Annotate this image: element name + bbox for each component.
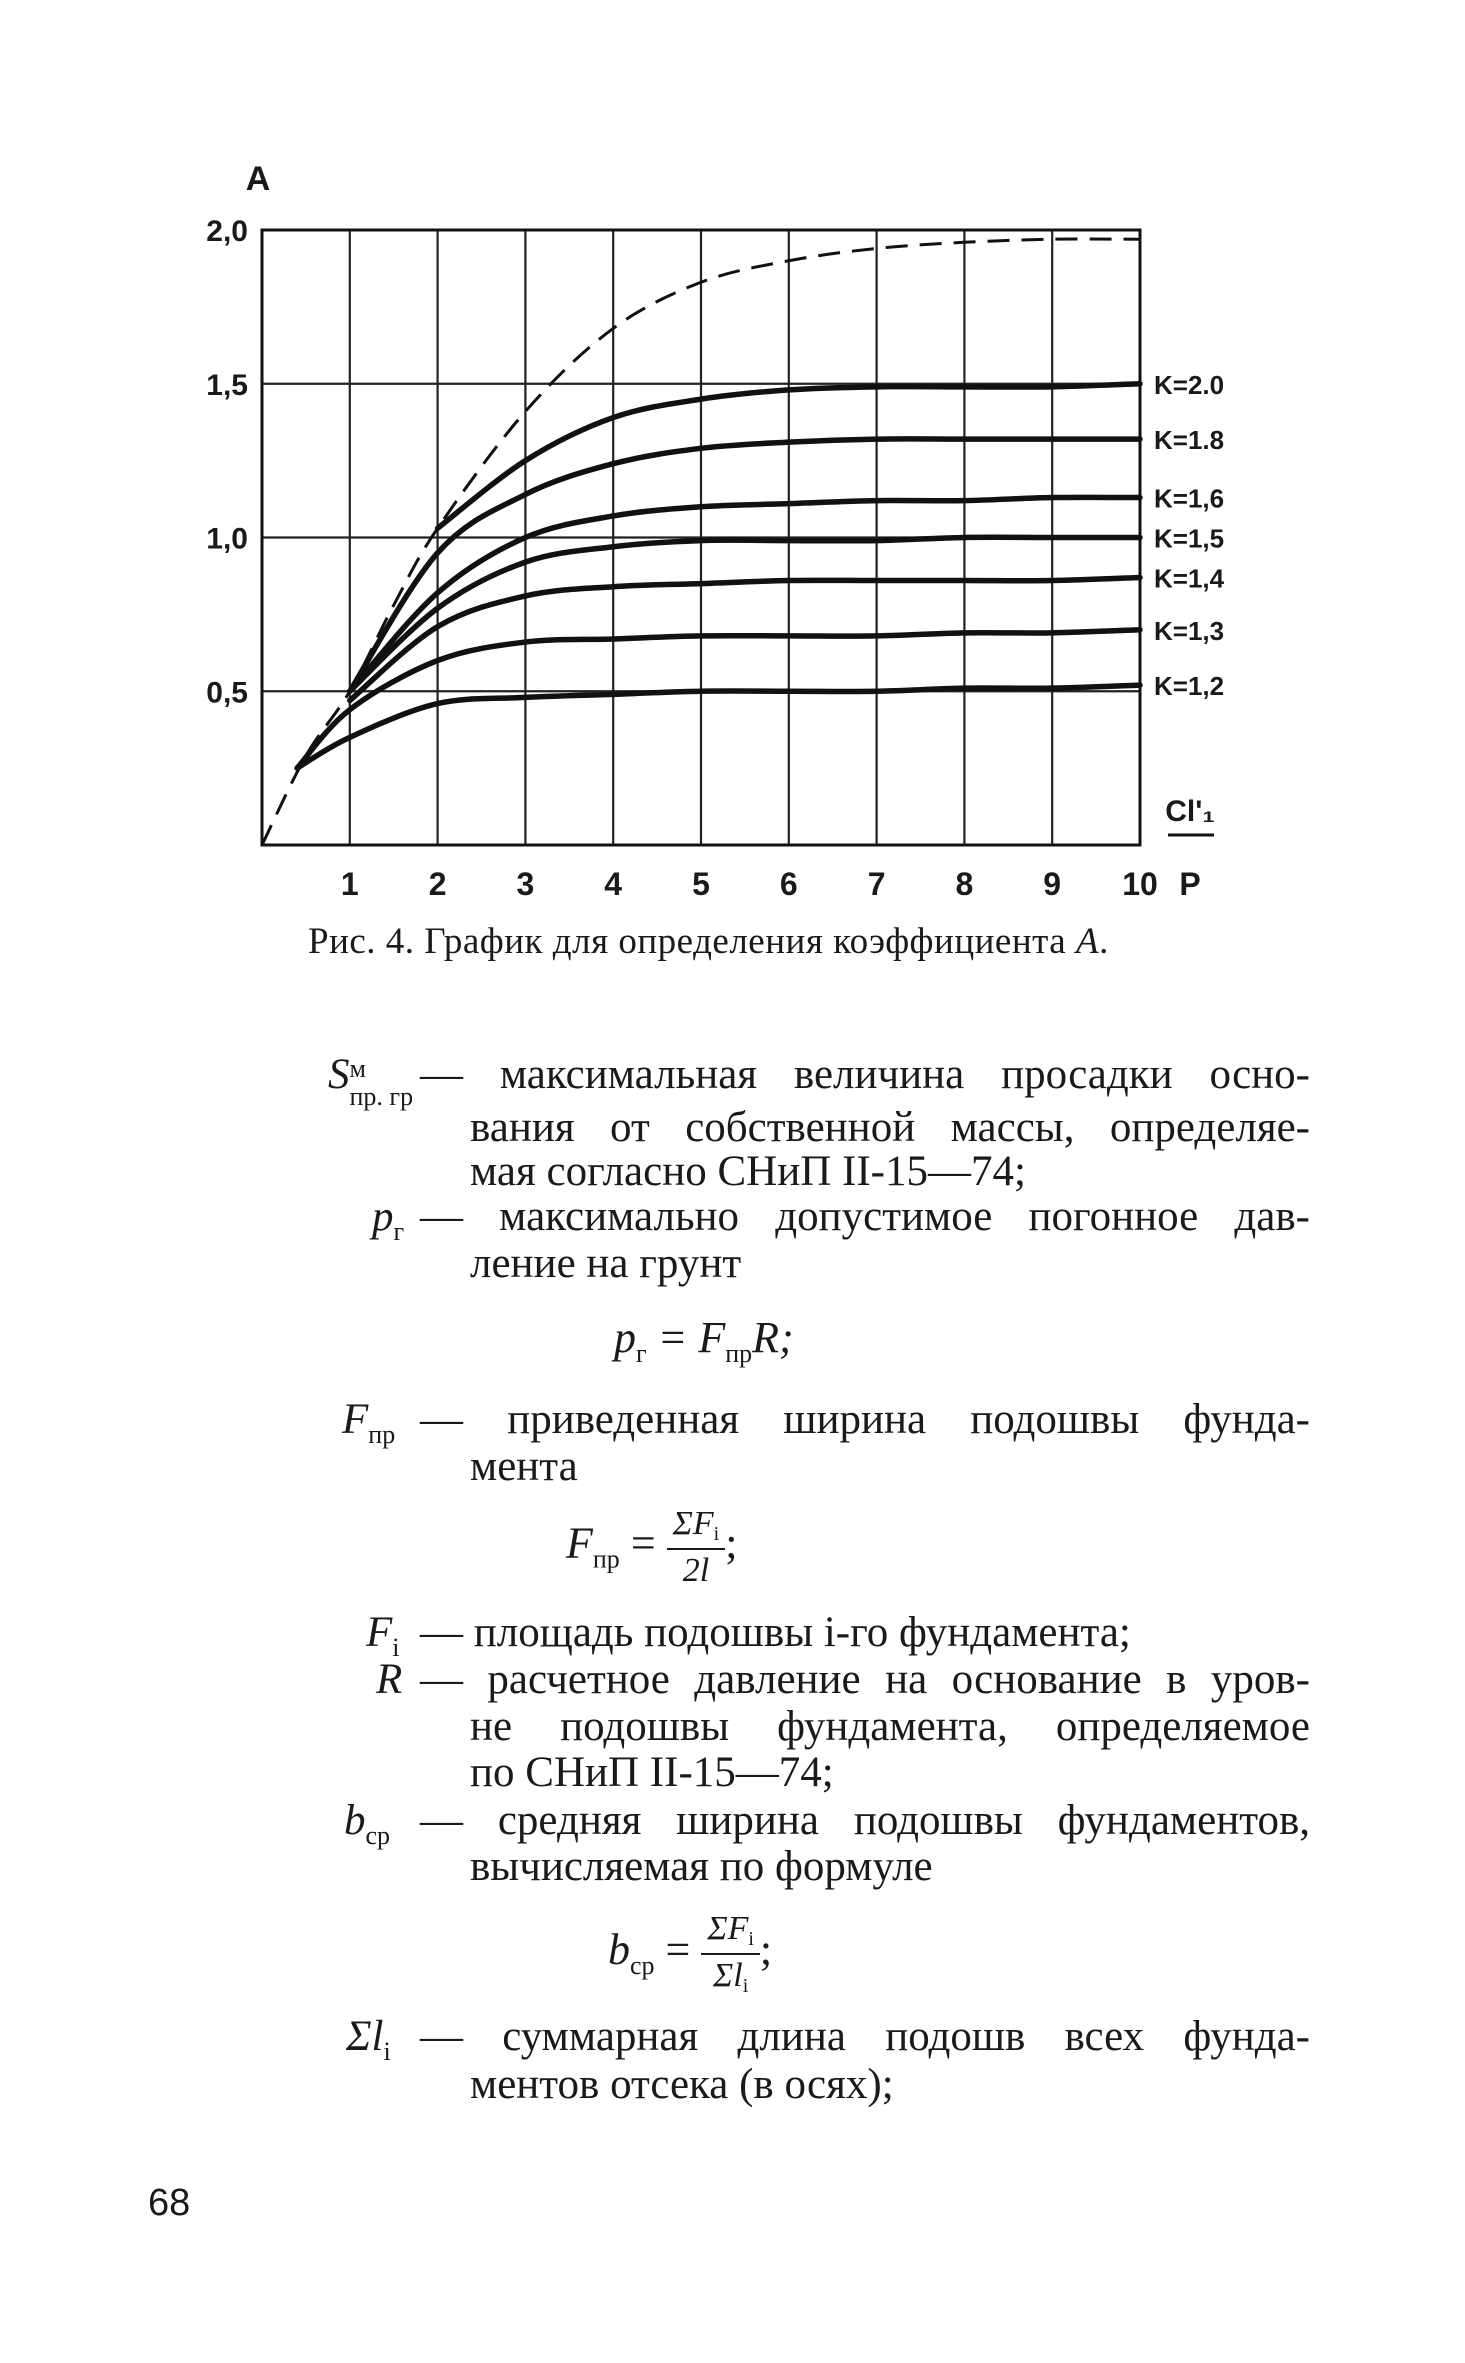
f2-tail: ; [725, 1518, 738, 1568]
x-tick-label-7: 7 [867, 866, 886, 902]
definition-r-term [376, 1655, 402, 1704]
curve-label-K=1,8: K=1.8 [1154, 425, 1225, 456]
f2-lhs: F [566, 1518, 593, 1568]
p-subscript: г [393, 1217, 405, 1246]
formula-b-sr [608, 1910, 772, 1998]
f2-lhs-sub: пр [592, 1544, 620, 1574]
f3-num-sub: i [748, 1928, 754, 1950]
curve-label-K=1,3: K=1,3 [1154, 615, 1225, 646]
s-line2-text: вания от собственной массы, определяе- [470, 1104, 1310, 1151]
definition-b-term [344, 1796, 390, 1860]
f3-tail: ; [759, 1925, 773, 1975]
x-tick-label-4: 4 [604, 866, 623, 902]
f-line1-text: — приведенная ширина подошвы фунда- [420, 1396, 1310, 1443]
curve-label-K=1,5: K=1,5 [1154, 523, 1225, 554]
definition-r-line3: по СНиП II-15—74; [470, 1749, 834, 1796]
f-subscript: пр [368, 1420, 396, 1449]
definition-s-term [328, 1050, 422, 1111]
s-line1-text: — максимальная величина просадки осно- [420, 1051, 1310, 1098]
formula-f-pr [566, 1505, 737, 1590]
x-tick-label-3: 3 [516, 866, 535, 902]
y-tick-label-0,5: 0,5 [206, 676, 248, 710]
y-tick-label-1,5: 1,5 [206, 368, 248, 402]
definition-sum-line2: ментов отсека (в осях); [470, 2061, 894, 2108]
definition-p-term [372, 1192, 404, 1256]
definition-b-line2: вычисляемая по формуле [470, 1843, 933, 1890]
definition-sum-line1 [420, 2012, 1310, 2061]
sum-subscript: i [383, 2037, 391, 2066]
r-line1-text: — расчетное давление на основание в уров- [420, 1656, 1310, 1703]
curve-label-K=1,2: K=1,2 [1154, 671, 1225, 702]
curve-K=1,3 [297, 630, 1140, 768]
definition-s-line2 [470, 1103, 1310, 1152]
f1-tail: R; [752, 1313, 794, 1362]
f2-denominator: 2l [682, 1552, 710, 1589]
b-line1-text: — средняя ширина подошвы фундаментов, [420, 1797, 1310, 1844]
caption-symbol: A [1075, 921, 1100, 962]
f3-denominator [701, 1955, 760, 1998]
x-tick-label-2: 2 [428, 866, 447, 902]
coefficient-a-chart [0, 0, 1465, 920]
caption-prefix: Рис. 4. График для определения коэффициента [308, 921, 1076, 962]
r-symbol: R [376, 1656, 403, 1703]
f3-num-text: ΣF [707, 1910, 749, 1947]
definition-p-line1 [420, 1192, 1310, 1241]
y-axis-label: A [245, 160, 271, 198]
p-line1-text: — максимально допустимое погонное дав- [420, 1193, 1310, 1240]
x-tick-label-1: 1 [340, 866, 359, 902]
y-tick-label-1,0: 1,0 [206, 522, 248, 556]
definition-p-line2: ление на грунт [470, 1240, 742, 1287]
figure-caption [308, 920, 1109, 963]
page-number: 68 [148, 2182, 191, 2224]
x-tick-label-10: 10 [1122, 866, 1158, 902]
x-tick-label-6: 6 [779, 866, 798, 902]
y-tick-label-2,0: 2,0 [206, 215, 248, 248]
curve-label-K=2,0: K=2.0 [1154, 369, 1225, 400]
f2-num-sub: i [713, 1523, 720, 1545]
f2-num-text: ΣF [672, 1505, 714, 1542]
f2-eq: = [619, 1518, 667, 1568]
x-axis-label-bottom: P [1179, 866, 1201, 902]
curve-label-K=1,6: K=1,6 [1154, 483, 1225, 514]
f3-eq: = [654, 1925, 702, 1975]
definition-f-term [342, 1395, 395, 1459]
b-symbol: b [344, 1797, 366, 1844]
definition-s-line1 [420, 1050, 1310, 1099]
s-superscript: м [349, 1054, 366, 1083]
f3-den-sub: i [742, 1975, 749, 1997]
definition-r-line1 [420, 1655, 1310, 1704]
f3-numerator [701, 1910, 760, 1955]
curve-K=1,4 [350, 577, 1140, 700]
s-symbol: S [328, 1051, 350, 1098]
definition-sum-term [346, 2012, 391, 2076]
p-symbol: p [372, 1193, 394, 1240]
f1-rhs-sub: пр [725, 1339, 753, 1368]
chart-labels [206, 160, 1224, 902]
sum-line1-text: — суммарная длина подошв всех фунда- [420, 2013, 1310, 2060]
s-subscript: пр. гр [349, 1082, 414, 1111]
definition-s-line3: мая согласно СНиП II-15—74; [470, 1148, 1026, 1195]
f2-numerator [667, 1505, 726, 1550]
f-symbol: F [342, 1396, 369, 1443]
f1-lhs: p [614, 1313, 636, 1362]
formula-p-r [614, 1312, 794, 1369]
f3-den-text: Σl [713, 1957, 743, 1994]
definition-f-line2: мента [470, 1443, 578, 1490]
r-line2-text: не подошвы фундамента, определяемое [470, 1703, 1310, 1750]
x-tick-label-9: 9 [1043, 866, 1062, 902]
x-axis-label-top: Cl'₁ [1165, 795, 1215, 828]
curve-K=1,2 [297, 685, 1140, 768]
definition-f-line1 [420, 1395, 1310, 1444]
definition-fi-line1: — площадь подошвы i-го фундамента; [420, 1609, 1131, 1656]
f3-fraction [701, 1910, 760, 1998]
f3-lhs: b [608, 1925, 630, 1975]
definition-b-line1 [420, 1796, 1310, 1845]
x-tick-label-8: 8 [955, 866, 974, 902]
f3-lhs-sub: ср [630, 1951, 655, 1981]
f1-rhs: = F [646, 1313, 726, 1362]
caption-suffix: . [1099, 921, 1109, 962]
curve-label-K=1,4: K=1,4 [1154, 563, 1225, 594]
fi-symbol: F [366, 1609, 393, 1656]
x-tick-label-5: 5 [692, 866, 710, 902]
f1-lhs-sub: г [636, 1339, 647, 1368]
b-subscript: ср [365, 1821, 391, 1850]
sum-symbol: Σl [346, 2013, 384, 2060]
f2-fraction [667, 1505, 726, 1590]
fi-subscript: i [392, 1633, 400, 1662]
definition-r-line2 [470, 1702, 1310, 1751]
